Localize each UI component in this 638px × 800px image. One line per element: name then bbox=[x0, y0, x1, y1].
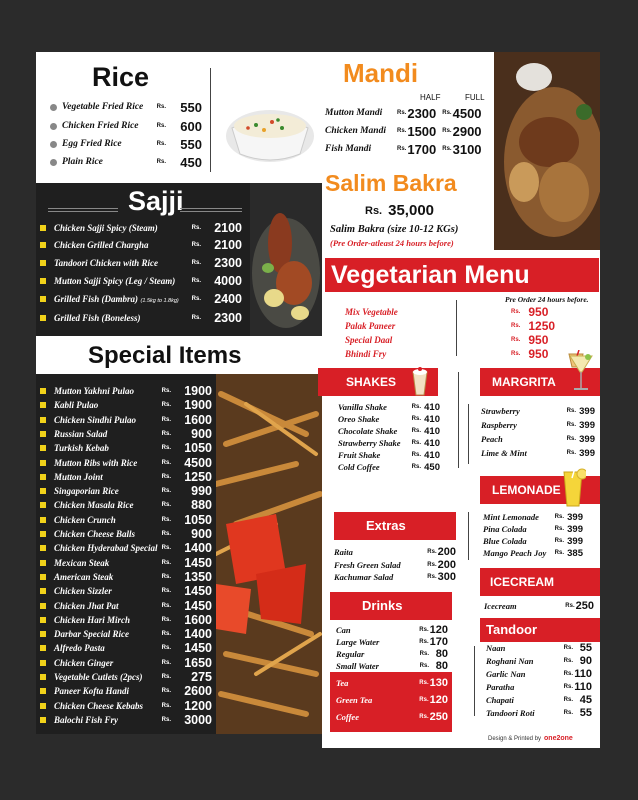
rice-title: Rice bbox=[92, 62, 150, 92]
list-item: Alfredo Pasta Rs. 1450 bbox=[40, 640, 212, 656]
list-item: Chicken Sindhi Pulao Rs. 1600 bbox=[40, 412, 212, 428]
salim-price: Rs. 35,000 bbox=[365, 202, 435, 219]
list-item: Chicken Cheese Kebabs Rs. 1200 bbox=[40, 698, 212, 714]
salim-note: (Pre Order-atleast 24 hours before) bbox=[330, 238, 454, 248]
bullet-icon bbox=[40, 603, 46, 609]
list-item: American Steak Rs. 1350 bbox=[40, 569, 212, 585]
margrita-header: MARGRITA bbox=[480, 368, 600, 396]
list-item: Icecream Rs. 250 bbox=[484, 600, 594, 612]
sajji-title: Sajji bbox=[128, 186, 184, 216]
bullet-icon bbox=[40, 296, 46, 302]
footer-credit: Design & Printed by one2one bbox=[488, 735, 573, 742]
list-item: Tea Rs. 130 bbox=[336, 677, 448, 689]
bullet-icon bbox=[40, 225, 46, 231]
list-item: Vegetable Cutlets (2pcs) Rs. 275 bbox=[40, 669, 212, 685]
bullet-icon bbox=[40, 278, 46, 284]
bullet-icon bbox=[40, 560, 46, 566]
bullet-icon bbox=[50, 159, 57, 166]
list-item: Large Water Rs. 170 bbox=[336, 636, 448, 648]
list-item: Mutton Mandi Rs. 2300 Rs. 4500 bbox=[325, 105, 482, 121]
tandoor-header: Tandoor bbox=[480, 618, 600, 642]
list-item: Singaporian Rice Rs. 990 bbox=[40, 483, 212, 499]
list-item: Chicken Jhat Pat Rs. 1450 bbox=[40, 598, 212, 614]
half-label: HALF bbox=[420, 93, 441, 102]
list-item: Mint Lemonade Rs. 399 bbox=[483, 511, 583, 523]
list-item: Chicken Ginger Rs. 1650 bbox=[40, 655, 212, 671]
bullet-icon bbox=[40, 460, 46, 466]
list-item: Garlic Nan Rs. 110 bbox=[486, 668, 592, 680]
bullet-icon bbox=[40, 517, 46, 523]
list-item: Regular Rs. 80 bbox=[336, 648, 448, 660]
bullet-icon bbox=[40, 260, 46, 266]
list-item: Kachumar Salad Rs. 300 bbox=[334, 571, 456, 583]
list-item: Fresh Green Salad Rs. 200 bbox=[334, 558, 456, 571]
list-item: Palak Paneer Rs. 1250 bbox=[345, 319, 556, 333]
list-item: Mutton Sajji Spicy (Leg / Steam) Rs. 4000 bbox=[40, 273, 242, 289]
bullet-icon bbox=[40, 617, 46, 623]
bullet-icon bbox=[40, 445, 46, 451]
bullet-icon bbox=[40, 431, 46, 437]
list-item: Fruit Shake Rs. 410 bbox=[338, 449, 440, 461]
list-item: Chicken Crunch Rs. 1050 bbox=[40, 512, 212, 528]
lemonade-divider bbox=[468, 512, 469, 560]
mandi-platter-image bbox=[494, 52, 600, 250]
icecream-header: ICECREAM bbox=[480, 568, 600, 596]
extras-header: Extras bbox=[334, 512, 456, 540]
list-item: Mexican Steak Rs. 1450 bbox=[40, 555, 212, 571]
list-item: Chicken Fried Rice Rs. 600 bbox=[50, 117, 202, 135]
bullet-icon bbox=[40, 631, 46, 637]
bullet-icon bbox=[40, 703, 46, 709]
special-items-title: Special Items bbox=[88, 342, 242, 369]
bullet-icon bbox=[40, 545, 46, 551]
list-item: Chicken Grilled Chargha Rs. 2100 bbox=[40, 237, 242, 253]
list-item: Fish Mandi Rs. 1700 Rs. 3100 bbox=[325, 141, 482, 157]
list-item: Oreo Shake Rs. 410 bbox=[338, 413, 440, 425]
list-item: Coffee Rs. 250 bbox=[336, 711, 448, 723]
list-item: Naan Rs. 55 bbox=[486, 642, 592, 654]
sajji-divider bbox=[180, 208, 242, 212]
full-label: FULL bbox=[465, 93, 485, 102]
bullet-icon bbox=[40, 588, 46, 594]
list-item: Raspberry Rs. 399 bbox=[481, 419, 595, 431]
list-item: Lime & Mint Rs. 399 bbox=[481, 447, 595, 459]
list-item: Balochi Fish Fry Rs. 3000 bbox=[40, 712, 212, 728]
list-item: Tandoori Chicken with Rice Rs. 2300 bbox=[40, 255, 242, 271]
bullet-icon bbox=[40, 488, 46, 494]
rice-bowl-image bbox=[220, 92, 320, 174]
list-item: Tandoori Roti Rs. 55 bbox=[486, 707, 592, 719]
list-item: Small Water Rs. 80 bbox=[336, 660, 448, 672]
list-item: Chicken Sizzler Rs. 1450 bbox=[40, 583, 212, 599]
list-item: Mango Peach Joy Rs. 385 bbox=[483, 547, 583, 559]
list-item: Kabli Pulao Rs. 1900 bbox=[40, 397, 212, 413]
salim-description: Salim Bakra (size 10-12 KGs) bbox=[330, 224, 459, 235]
list-item: Cold Coffee Rs. 450 bbox=[338, 461, 440, 473]
bullet-icon bbox=[40, 242, 46, 248]
list-item: Mutton Joint Rs. 1250 bbox=[40, 469, 212, 485]
list-item: Paratha Rs. 110 bbox=[486, 681, 592, 693]
list-item: Plain Rice Rs. 450 bbox=[50, 153, 202, 171]
margrita-divider bbox=[468, 404, 469, 464]
list-item: Can Rs. 120 bbox=[336, 624, 448, 636]
bullet-icon bbox=[40, 574, 46, 580]
list-item: Chocolate Shake Rs. 410 bbox=[338, 425, 440, 437]
list-item: Chapati Rs. 45 bbox=[486, 694, 592, 706]
salim-bakra-title: Salim Bakra bbox=[325, 170, 457, 196]
lemonade-header: LEMONADE bbox=[480, 476, 600, 504]
bullet-icon bbox=[50, 123, 57, 130]
list-item: Chicken Mandi Rs. 1500 Rs. 2900 bbox=[325, 123, 482, 139]
bullet-icon bbox=[40, 717, 46, 723]
margarita-glass-icon bbox=[568, 352, 594, 392]
bullet-icon bbox=[40, 502, 46, 508]
bullet-icon bbox=[50, 141, 57, 148]
list-item: Grilled Fish (Dambra) (1.5kg to 1.8kg) Rs. 2400 bbox=[40, 291, 242, 307]
list-item: Peach Rs. 399 bbox=[481, 433, 595, 445]
bullet-icon bbox=[40, 645, 46, 651]
list-item: Russian Salad Rs. 900 bbox=[40, 426, 212, 442]
shake-glass-icon bbox=[410, 366, 430, 396]
list-item: Turkish Kebab Rs. 1050 bbox=[40, 440, 212, 456]
list-item: Pina Colada Rs. 399 bbox=[483, 523, 583, 535]
bullet-icon bbox=[40, 402, 46, 408]
list-item: Special Daal Rs. 950 bbox=[345, 333, 549, 347]
list-item: Chicken Cheese Balls Rs. 900 bbox=[40, 526, 212, 542]
list-item: Strawberry Rs. 399 bbox=[481, 405, 595, 417]
list-item: Chicken Masala Rice Rs. 880 bbox=[40, 497, 212, 513]
list-item: Chicken Hari Mirch Rs. 1600 bbox=[40, 612, 212, 628]
list-item: Paneer Kofta Handi Rs. 2600 bbox=[40, 683, 212, 699]
list-item: Raita Rs. 200 bbox=[334, 546, 456, 558]
bullet-icon bbox=[40, 315, 46, 321]
bullet-icon bbox=[40, 474, 46, 480]
tandoor-divider bbox=[474, 646, 475, 716]
list-item: Bhindi Fry Rs. 950 bbox=[345, 347, 549, 361]
bullet-icon bbox=[40, 660, 46, 666]
list-item: Chicken Hyderabad Special Rs. 1400 bbox=[40, 540, 212, 556]
drinks-header: Drinks bbox=[330, 592, 452, 620]
list-item: Vanilla Shake Rs. 410 bbox=[338, 401, 440, 413]
vegetarian-menu-title: Vegetarian Menu bbox=[325, 258, 599, 292]
bullet-icon bbox=[40, 531, 46, 537]
list-item: Green Tea Rs. 120 bbox=[336, 694, 448, 706]
sajji-image bbox=[250, 183, 322, 336]
list-item: Chicken Sajji Spicy (Steam) Rs. 2100 bbox=[40, 220, 242, 236]
list-item: Vegetable Fried Rice Rs. 550 bbox=[50, 98, 202, 116]
bullet-icon bbox=[40, 417, 46, 423]
bullet-icon bbox=[50, 104, 57, 111]
list-item: Roghani Nan Rs. 90 bbox=[486, 655, 592, 667]
bullet-icon bbox=[40, 388, 46, 394]
shakes-divider bbox=[458, 372, 459, 468]
lemonade-glass-icon bbox=[560, 468, 586, 508]
list-item: Mutton Ribs with Rice Rs. 4500 bbox=[40, 455, 212, 471]
mandi-title: Mandi bbox=[343, 58, 419, 88]
special-fries-image bbox=[216, 374, 322, 734]
list-item: Blue Colada Rs. 399 bbox=[483, 535, 583, 547]
rice-divider bbox=[210, 68, 211, 172]
sajji-divider bbox=[48, 208, 118, 212]
shakes-header: SHAKES bbox=[318, 368, 438, 396]
list-item: Mix Vegetable Rs. 950 bbox=[345, 305, 549, 319]
list-item: Grilled Fish (Boneless) Rs. 2300 bbox=[40, 310, 242, 326]
list-item: Mutton Yakhni Pulao Rs. 1900 bbox=[40, 383, 212, 399]
bullet-icon bbox=[40, 674, 46, 680]
bullet-icon bbox=[40, 688, 46, 694]
vegetarian-note: Pre Order 24 hours before. bbox=[505, 295, 589, 304]
list-item: Strawberry Shake Rs. 410 bbox=[338, 437, 440, 449]
list-item: Egg Fried Rice Rs. 550 bbox=[50, 135, 202, 153]
list-item: Darbar Special Rice Rs. 1400 bbox=[40, 626, 212, 642]
